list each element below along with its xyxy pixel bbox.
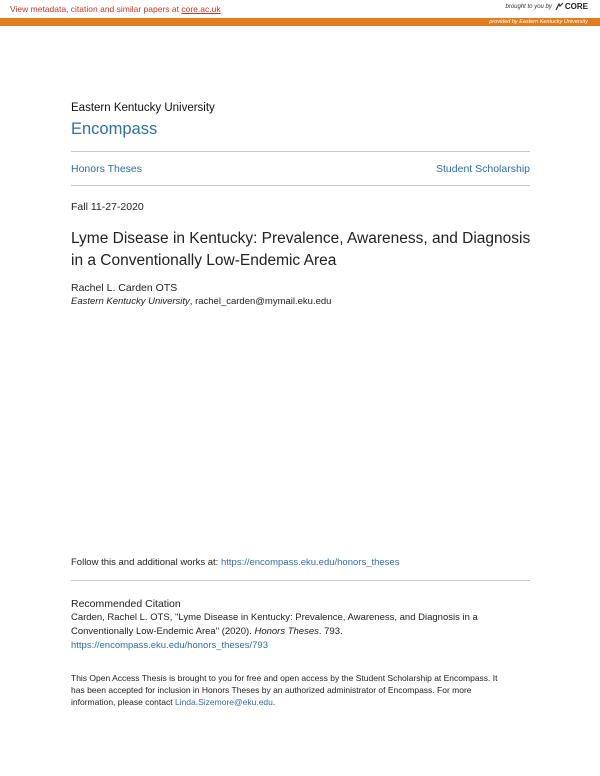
core-domain-link[interactable]: core.ac.uk xyxy=(181,4,221,14)
core-brought-text: brought to you by xyxy=(505,3,552,10)
divider-nav xyxy=(71,185,530,186)
follow-link[interactable]: https://encompass.eku.edu/honors_theses xyxy=(220,557,400,568)
citation-line-2-text: Conventionally Low-Endemic Area" (2020). xyxy=(71,626,255,637)
paper-title xyxy=(71,228,541,272)
divider-top xyxy=(71,151,530,152)
core-logo-label: CORE xyxy=(564,2,588,11)
core-metadata-text: View metadata, citation and similar papers at xyxy=(10,4,182,14)
notice-line-3 xyxy=(71,696,531,708)
honors-theses-link[interactable]: Honors Theses xyxy=(71,163,143,175)
citation-line-2 xyxy=(71,625,531,639)
notice-line-1: This Open Access Thesis is brought to you for free and open access by the Student Scholarship at Encompass. It xyxy=(71,673,498,683)
publication-date: Fall 11-27-2020 xyxy=(71,201,144,213)
core-logo-icon xyxy=(555,2,564,11)
core-metadata-link[interactable] xyxy=(10,4,221,14)
contact-email-link[interactable]: Linda.Sizemore@eku.edu xyxy=(174,697,273,707)
core-logo[interactable] xyxy=(555,2,588,11)
university-name: Eastern Kentucky University xyxy=(71,102,215,114)
follow-text: Follow this and additional works at: xyxy=(71,557,221,568)
citation-heading: Recommended Citation xyxy=(71,598,181,610)
paper-title-line-1: Lyme Disease in Kentucky: Prevalence, Awareness, and Diagnosis xyxy=(71,230,531,247)
citation-body xyxy=(71,611,531,653)
student-scholarship-link[interactable]: Student Scholarship xyxy=(436,163,530,175)
affiliation-email: , rachel_carden@mymail.eku.edu xyxy=(189,296,332,307)
citation-number: . 793. xyxy=(318,626,343,637)
affiliation-institution: Eastern Kentucky University xyxy=(71,296,190,307)
divider-follow xyxy=(71,580,530,581)
citation-link[interactable]: https://encompass.eku.edu/honors_theses/793 xyxy=(71,640,268,651)
author-affiliation xyxy=(71,296,331,307)
citation-line-1: Carden, Rachel L. OTS, "Lyme Disease in Kentucky: Prevalence, Awareness, and Diagnosis in a xyxy=(71,612,478,623)
author-name: Rachel L. Carden OTS xyxy=(71,282,178,294)
notice-line-2: has been accepted for inclusion in Honors Theses by an authorized administrator of Encompass. For more xyxy=(71,685,472,695)
core-provided-bar xyxy=(0,18,600,26)
citation-series: Honors Theses xyxy=(254,626,319,637)
open-access-notice xyxy=(71,672,531,708)
follow-works xyxy=(71,557,399,568)
repository-name[interactable]: Encompass xyxy=(71,120,158,138)
notice-end: . xyxy=(272,697,276,707)
paper-title-line-2: in a Conventionally Low-Endemic Area xyxy=(71,252,337,269)
notice-contact-text: information, please contact xyxy=(71,697,175,707)
core-brought-by xyxy=(506,2,589,11)
core-provided-text: provided by Eastern Kentucky University xyxy=(489,19,588,25)
core-header xyxy=(0,0,600,18)
